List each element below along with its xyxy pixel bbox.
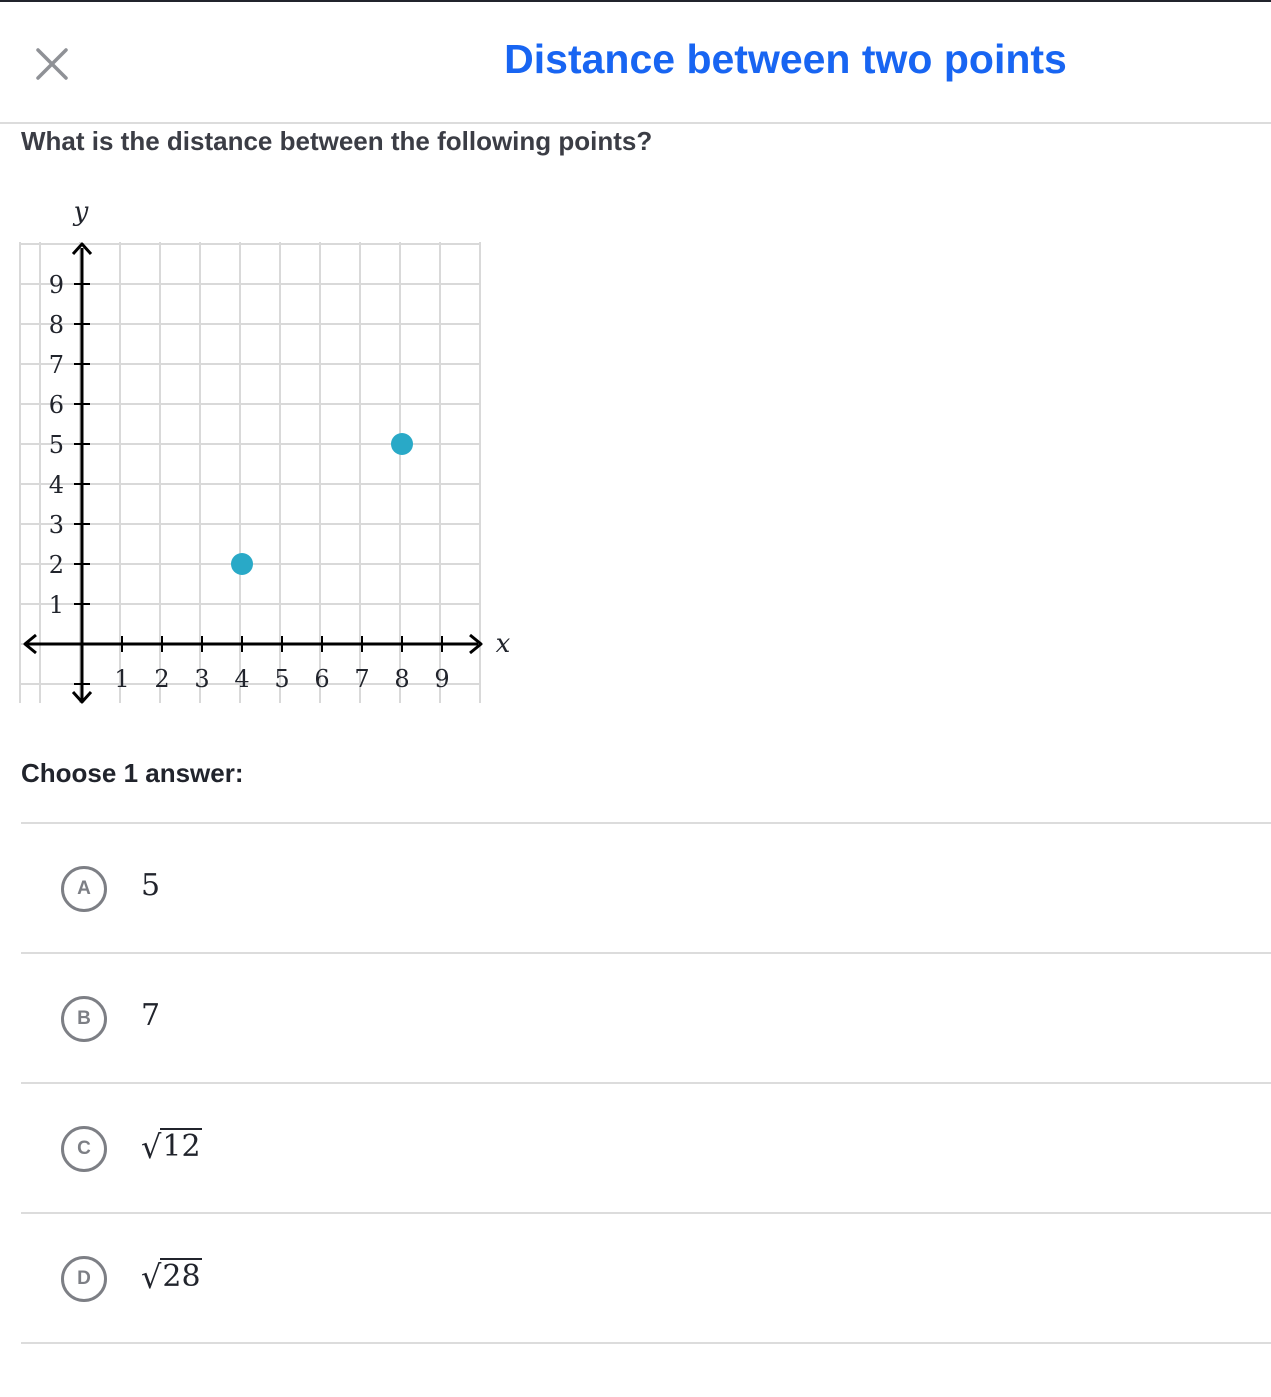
answer-choice-d[interactable] (21, 1214, 1271, 1344)
data-point (231, 553, 253, 575)
x-tick-label: 5 (274, 665, 290, 693)
choice-number: 7 (141, 998, 161, 1033)
header-bar (0, 2, 1271, 124)
answer-choice-c[interactable] (21, 1084, 1271, 1214)
x-tick-label: 9 (434, 665, 450, 693)
choice-letter-badge: C (61, 1126, 107, 1172)
square-root-icon: √ (141, 1127, 162, 1166)
choice-letter-badge: B (61, 996, 107, 1042)
x-tick-label: 8 (394, 665, 410, 693)
y-tick-label: 1 (48, 591, 64, 619)
x-tick-label: 3 (194, 665, 210, 693)
y-tick-label: 2 (48, 551, 64, 579)
x-tick-label: 2 (154, 665, 170, 693)
choice-radicand: 28 (162, 1259, 201, 1294)
x-tick-label: 1 (114, 665, 130, 693)
choice-radicand: 12 (162, 1129, 201, 1164)
data-point (391, 433, 413, 455)
y-tick-label: 4 (48, 471, 64, 499)
choice-value (141, 998, 160, 1033)
coordinate-plane-graph (0, 190, 540, 720)
y-tick-label: 5 (48, 431, 64, 459)
x-tick-label: 6 (314, 665, 330, 693)
y-axis-label: y (73, 197, 89, 227)
y-tick-label: 3 (48, 511, 64, 539)
x-tick-label: 7 (354, 665, 370, 693)
choice-letter-badge: D (61, 1256, 107, 1302)
answer-choice-b[interactable] (21, 954, 1271, 1084)
answer-choice-a[interactable] (21, 824, 1271, 954)
y-tick-label: 7 (48, 351, 64, 379)
close-button[interactable] (30, 42, 74, 86)
answer-prompt: Choose 1 answer: (21, 758, 244, 788)
x-tick-label: 4 (234, 665, 250, 693)
choice-number: 5 (141, 868, 161, 903)
square-root-icon: √ (141, 1257, 162, 1296)
answer-list (21, 822, 1271, 1344)
question-text: What is the distance between the following points? (21, 126, 653, 156)
y-tick-label: 6 (48, 391, 64, 419)
x-axis-label: x (495, 629, 511, 659)
page-title: Distance between two points (504, 36, 1067, 82)
y-tick-label: 8 (48, 311, 64, 339)
choice-value (141, 1257, 202, 1296)
choice-letter-badge: A (61, 866, 107, 912)
close-icon (30, 42, 74, 86)
y-tick-label: 9 (48, 271, 64, 299)
choice-value (141, 1127, 202, 1166)
choice-value (141, 868, 160, 903)
